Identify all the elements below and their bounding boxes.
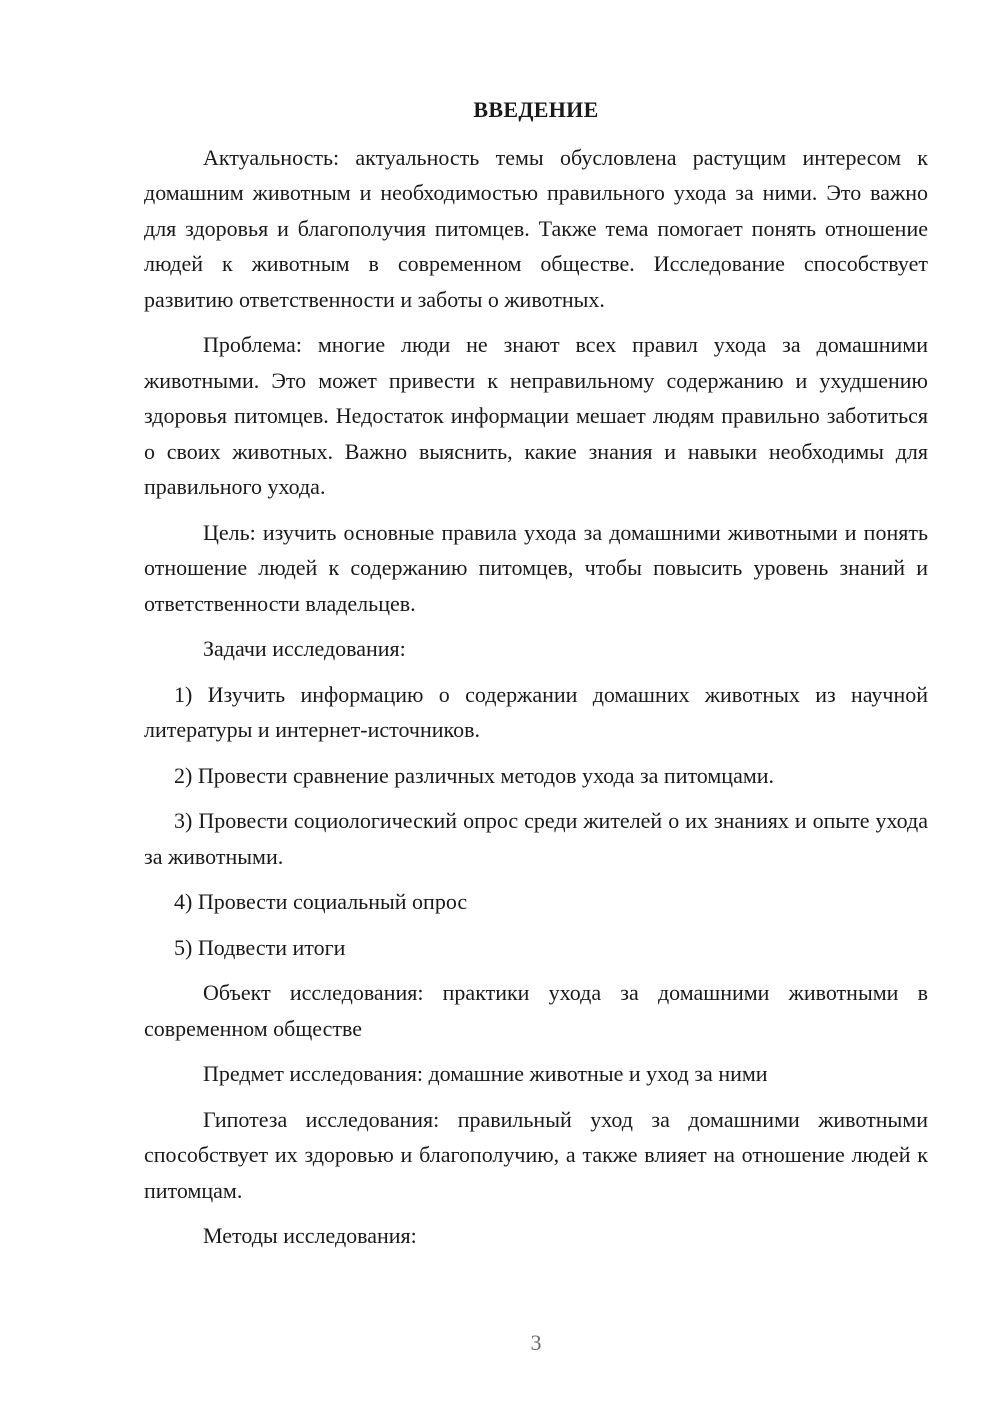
paragraph-problem: Проблема: многие люди не знают всех правил ухода за домашними животными. Это может привести к неправильному содержанию и ухудшению здоровья питомцев. Недостаток информации мешает людям правильно заботиться о своих животных. Важно выяснить, какие знания и навыки необходимы для правильного ухода. <box>144 332 928 499</box>
task-item: 5) Подвести итоги <box>174 934 346 960</box>
paragraph-goal: Цель: изучить основные правила ухода за домашними животными и понять отношение людей к содержанию питомцев, чтобы повысить уровень знаний и ответственности владельцев. <box>144 519 928 616</box>
paragraph-object: Объект исследования: практики ухода за домашними животными в современном обществе <box>144 980 928 1041</box>
section-title: ВВЕДЕНИЕ <box>473 97 599 122</box>
document-page <box>144 92 928 1264</box>
page-number: 3 <box>530 1330 542 1355</box>
task-item: 2) Провести сравнение различных методов ухода за питомцами. <box>174 762 775 788</box>
paragraph-tasks-heading: Задачи исследования: <box>203 636 406 661</box>
paragraph-methods: Методы исследования: <box>203 1223 417 1248</box>
paragraph-relevance: Актуальность: актуальность темы обусловлена растущим интересом к домашним животным и необходимостью правильного ухода за ними. Это важно для здоровья и благополучия питомцев. Также тема помогает понять отношение людей к животным в современном обществе. Исследование способствует развитию ответственности и заботы о животных. <box>144 144 928 312</box>
task-item: 1) Изучить информацию о содержании домашних животных из научной литературы и интернет-источников. <box>144 681 928 742</box>
paragraph-subject: Предмет исследования: домашние животные и уход за ними <box>203 1061 768 1086</box>
task-item: 4) Провести социальный опрос <box>174 889 468 914</box>
paragraph-hypothesis: Гипотеза исследования: правильный уход за домашними животными способствует их здоровью и благополучию, а также влияет на отношение людей к питомцам. <box>144 1106 928 1203</box>
task-item: 3) Провести социологический опрос среди жителей о их знаниях и опыте ухода за животными. <box>144 808 928 869</box>
